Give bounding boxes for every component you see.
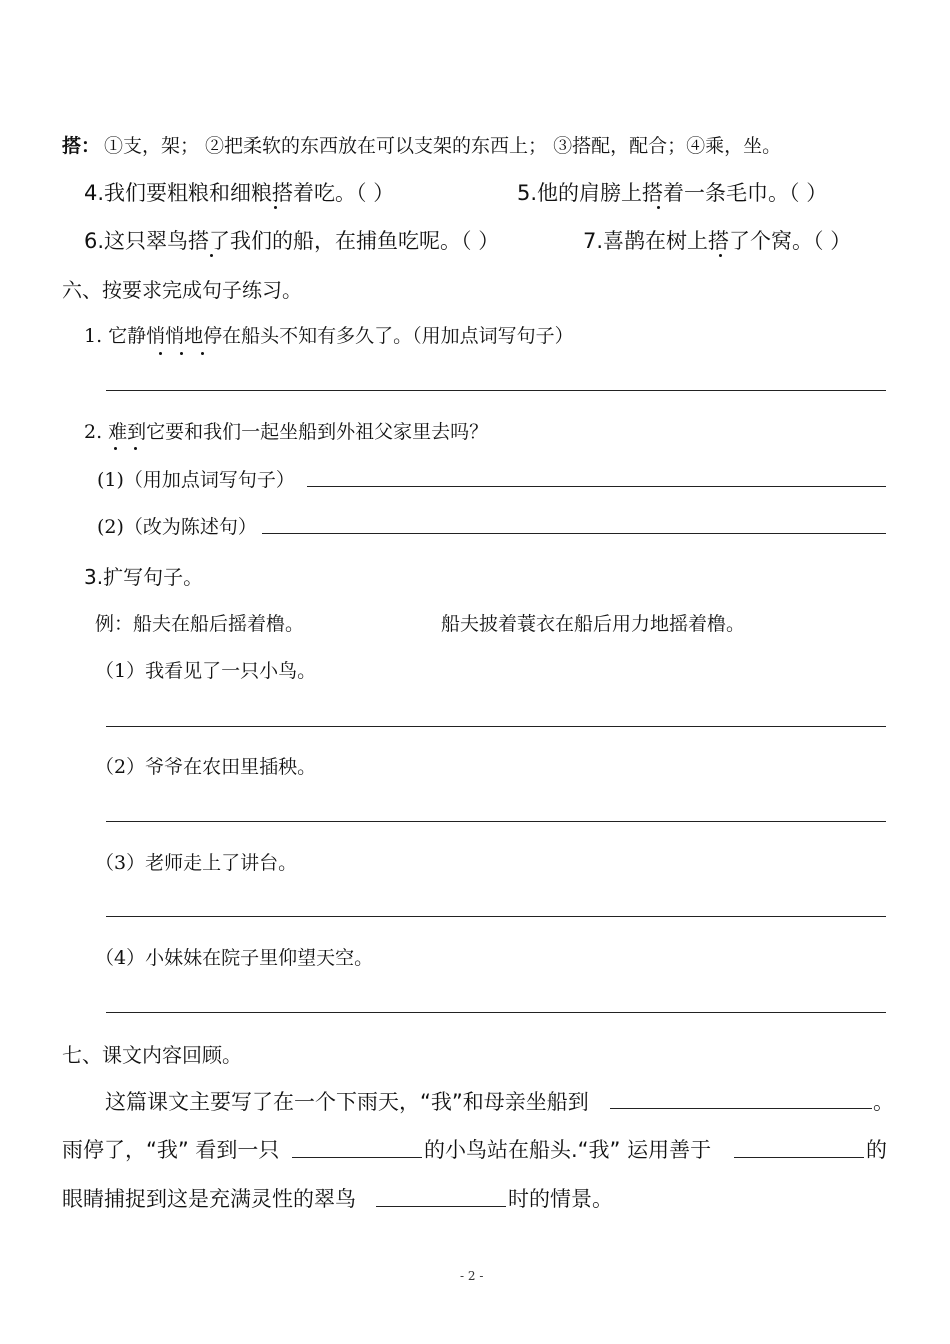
example-label: 例：船夫在船后摇着橹。 bbox=[95, 613, 305, 635]
emphasis-dot bbox=[657, 206, 660, 209]
fill-blank[interactable] bbox=[734, 1157, 864, 1158]
expand-item-2: （2）爷爷在农田里插秧。 bbox=[95, 756, 317, 778]
answer-line[interactable] bbox=[307, 486, 886, 487]
recall-line-1-end: 。 bbox=[873, 1090, 894, 1114]
emphasis-dot bbox=[210, 254, 213, 257]
emphasis-dot bbox=[201, 352, 204, 355]
answer-line[interactable] bbox=[106, 821, 886, 822]
section-6-q3: 3.扩写句子。 bbox=[84, 565, 204, 589]
recall-line-2-part-a: 雨停了，“我” 看到一只 bbox=[62, 1138, 280, 1162]
question-7: 7.喜鹊在树上搭了个窝。（ ） bbox=[583, 229, 852, 253]
section-7-title: 七、课文内容回顾。 bbox=[62, 1043, 242, 1067]
recall-line-3-part-a: 眼睛捕捉到这是充满灵性的翠鸟 bbox=[62, 1187, 356, 1211]
emphasis-dot bbox=[134, 447, 137, 450]
question-6: 6.这只翠鸟搭了我们的船，在捕鱼吃呢。（ ） bbox=[84, 229, 500, 253]
answer-line[interactable] bbox=[106, 726, 886, 727]
page-number: - 2 - bbox=[460, 1269, 484, 1283]
recall-line-2-part-b: 的小鸟站在船头.“我” 运用善于 bbox=[424, 1138, 712, 1162]
expand-item-4: （4）小妹妹在院子里仰望天空。 bbox=[95, 947, 374, 969]
question-5: 5.他的肩膀上搭着一条毛巾。（ ） bbox=[517, 181, 828, 205]
fill-blank[interactable] bbox=[292, 1157, 422, 1158]
emphasis-dot bbox=[114, 447, 117, 450]
answer-line[interactable] bbox=[106, 1012, 886, 1013]
recall-line-1: 这篇课文主要写了在一个下雨天，“我”和母亲坐船到 bbox=[105, 1090, 589, 1114]
section-6-title: 六、按要求完成句子练习。 bbox=[62, 278, 302, 302]
section-6-q1: 1. 它静悄悄地停在船头不知有多久了。（用加点词写句子） bbox=[84, 325, 574, 347]
fill-blank[interactable] bbox=[610, 1108, 872, 1109]
section-6-q2-sub1: (1)（用加点词写句子） bbox=[97, 469, 295, 491]
definition-term: 搭： bbox=[62, 135, 101, 157]
answer-line[interactable] bbox=[106, 390, 886, 391]
recall-line-2-part-c: 的 bbox=[866, 1138, 887, 1162]
emphasis-dot bbox=[180, 352, 183, 355]
answer-line[interactable] bbox=[262, 533, 886, 534]
expand-item-1: （1）我看见了一只小鸟。 bbox=[95, 660, 317, 682]
recall-line-3-part-b: 时的情景。 bbox=[508, 1187, 613, 1211]
expand-item-3: （3）老师走上了讲台。 bbox=[95, 852, 298, 874]
section-6-q2-sub2: (2)（改为陈述句） bbox=[97, 516, 257, 538]
fill-blank[interactable] bbox=[376, 1206, 506, 1207]
section-6-q2: 2. 难到它要和我们一起坐船到外祖父家里去吗？ bbox=[84, 421, 489, 443]
emphasis-dot bbox=[274, 206, 277, 209]
definition-text: ①支，架； ②把柔软的东西放在可以支架的东西上； ③搭配，配合；④乘，坐。 bbox=[104, 135, 782, 157]
answer-line[interactable] bbox=[106, 916, 886, 917]
example-result: 船夫披着蓑衣在船后用力地摇着橹。 bbox=[441, 613, 746, 635]
question-4: 4.我们要粗粮和细粮搭着吃。（ ） bbox=[84, 181, 395, 205]
emphasis-dot bbox=[159, 352, 162, 355]
emphasis-dot bbox=[719, 254, 722, 257]
